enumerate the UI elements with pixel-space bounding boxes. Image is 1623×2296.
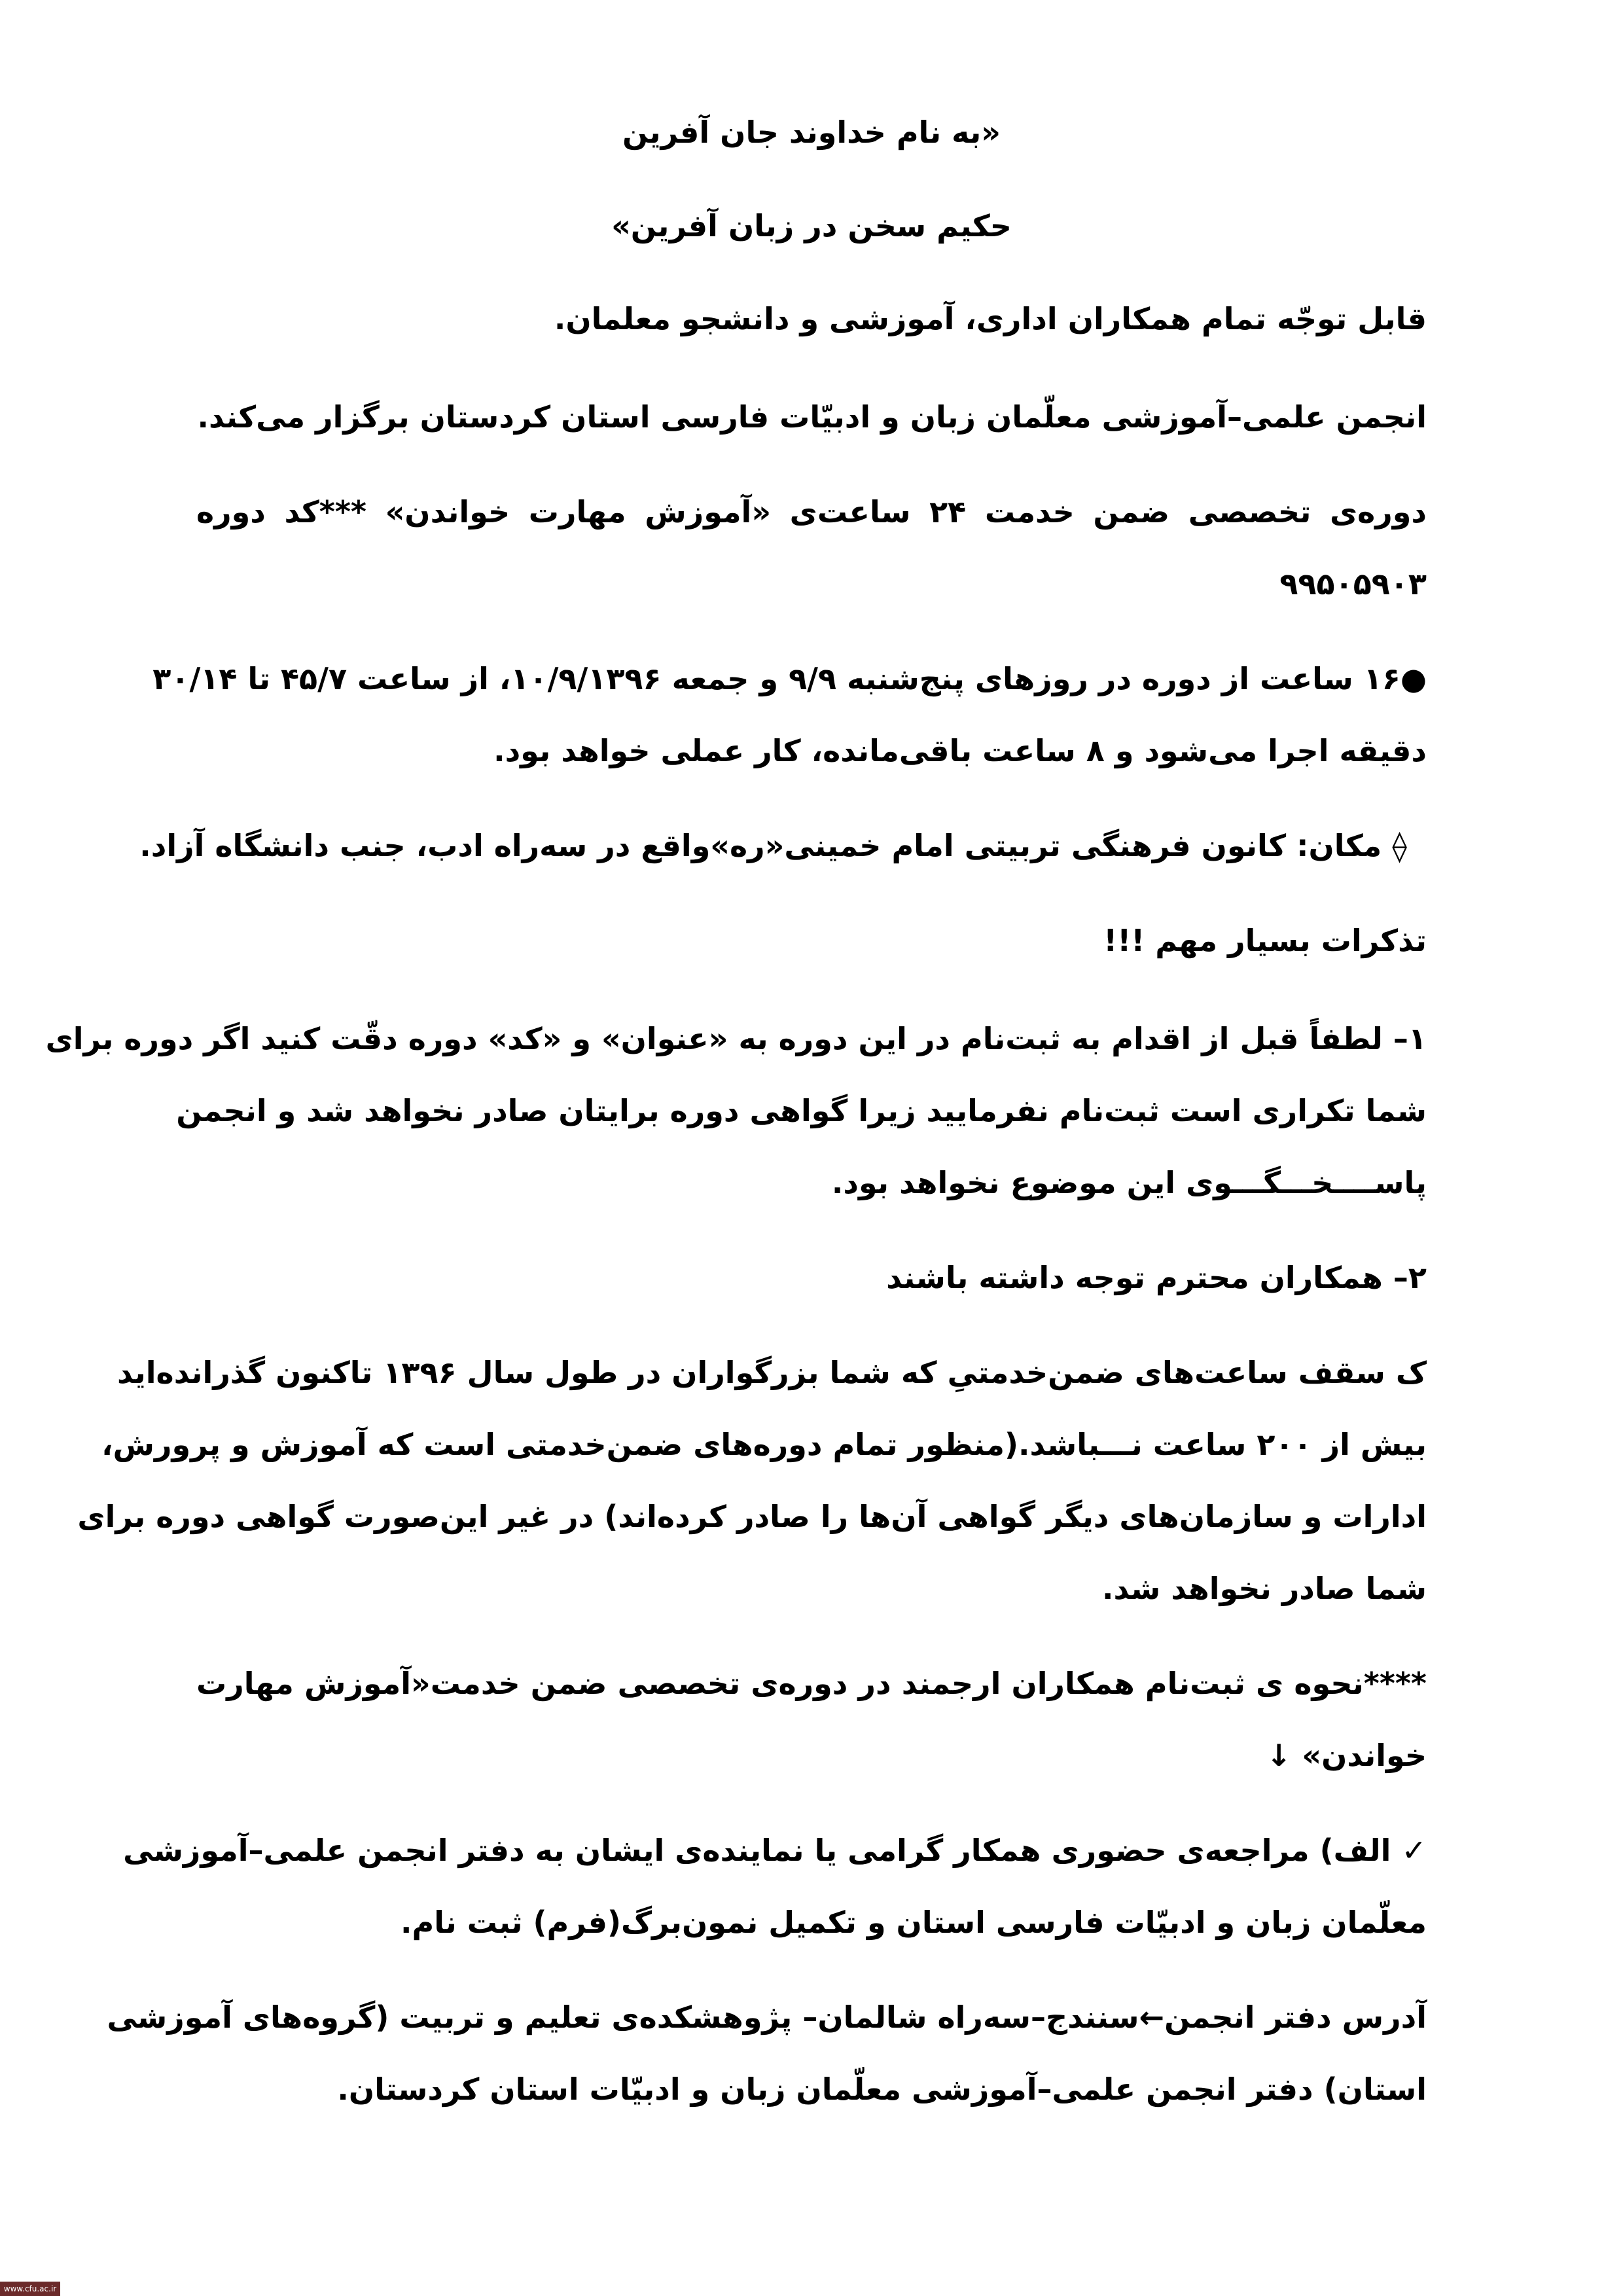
- site-watermark-badge: www.cfu.ac.ir: [0, 2282, 60, 2296]
- note-2-line-3: ادارات و سازمان‌های دیگر گواهی آن‌ها را صادر کرده‌اند) در غیر این‌صورت گواهی دوره برای: [77, 1499, 1427, 1534]
- course-title-line: دوره‌ی تخصصی ضمن خدمت ۲۴ ساعت‌ی «آموزش مهارت خواندن» ***کد دوره: [196, 494, 1427, 529]
- address-line-1: آدرس دفتر انجمن←سنندج–سه‌راه شالمان– پژوهشکده‌ی تعلیم و تربیت (گروه‌های آموزشی: [107, 2000, 1427, 2035]
- title-line-2: حکیم سخن در زبان آفرین»: [611, 208, 1012, 243]
- address-line-2: استان) دفتر انجمن علمی–آموزشی معلّمان زبان و ادبیّات استان کردستان.: [337, 2072, 1427, 2107]
- note-2-line-1: ک‌ سقف ساعت‌های ضمن‌خدمتیِ که شما بزرگواران در طول سال ۱۳۹۶ تاکنون گذرانده‌اید: [116, 1355, 1427, 1390]
- important-notes-heading: تذکرات بسیار مهم !!!: [1103, 923, 1427, 958]
- location-line: ⟠ مکان: کانون فرهنگی تربیتی امام خمینی«ره»واقع در سه‌راه ادب، جنب دانشگاه آزاد.: [139, 828, 1407, 863]
- course-code: ۹۹۵۰۵۹۰۳: [1279, 566, 1427, 601]
- schedule-line-2: دقیقه اجرا می‌شود و ۸ ساعت باقی‌مانده، کار عملی خواهد بود.: [493, 733, 1427, 768]
- registration-heading-line-2: خواندن» ↓: [1266, 1738, 1427, 1773]
- note-2-line-4: شما صادر نخواهد شد.: [1102, 1571, 1427, 1606]
- notice-audience: قابل توجّه تمام همکاران اداری، آموزشی و دانشجو معلمان.: [554, 301, 1427, 336]
- note-2-heading: ۲– همکاران محترم توجه داشته باشند: [886, 1260, 1427, 1295]
- schedule-line-1: ●۱۶ ساعت از دوره در روزهای پنج‌شنبه ۹/۹ و جمعه ۱۰/۹/۱۳۹۶، از ساعت ۴۵/۷ تا ۳۰/۱۴: [152, 661, 1427, 696]
- note-1-line-2: شما تکراری است ثبت‌نام نفرمایید زیرا گواهی دوره برایتان صادر نخواهد شد و انجمن: [176, 1093, 1427, 1128]
- note-1-line-3: پاســــخـــگـــوی این موضوع نخواهد بود.: [831, 1165, 1427, 1200]
- registration-heading-line-1: ****نحوه ی ثبت‌نام همکاران ارجمند در دوره‌ی تخصصی ضمن خدمت«آموزش مهارت: [196, 1666, 1427, 1701]
- note-1-line-1: ۱– لطفاً قبل از اقدام به ثبت‌نام در این دوره به «عنوان» و «کد» دوره دقّت کنید اگر دوره برای: [45, 1021, 1427, 1056]
- registration-method-line-2: معلّمان زبان و ادبیّات فارسی استان و تکمیل نمون‌برگ(فرم) ثبت نام.: [401, 1905, 1427, 1940]
- title-line-1: «به نام خداوند جان آفرین: [622, 115, 1001, 150]
- registration-method-line-1: ✓ الف) مراجعه‌ی حضوری همکار گرامی یا نماینده‌ی ایشان به دفتر انجمن علمی–آموزشی: [123, 1833, 1427, 1868]
- notice-organizer: انجمن علمی–آموزشی معلّمان زبان و ادبیّات فارسی استان کردستان برگزار می‌کند.: [197, 399, 1427, 435]
- note-2-line-2: بیش از ۲۰۰ ساعت نـــباشد.(منظور تمام دوره‌های ضمن‌خدمتی است که آموزش و پرورش،: [101, 1427, 1427, 1462]
